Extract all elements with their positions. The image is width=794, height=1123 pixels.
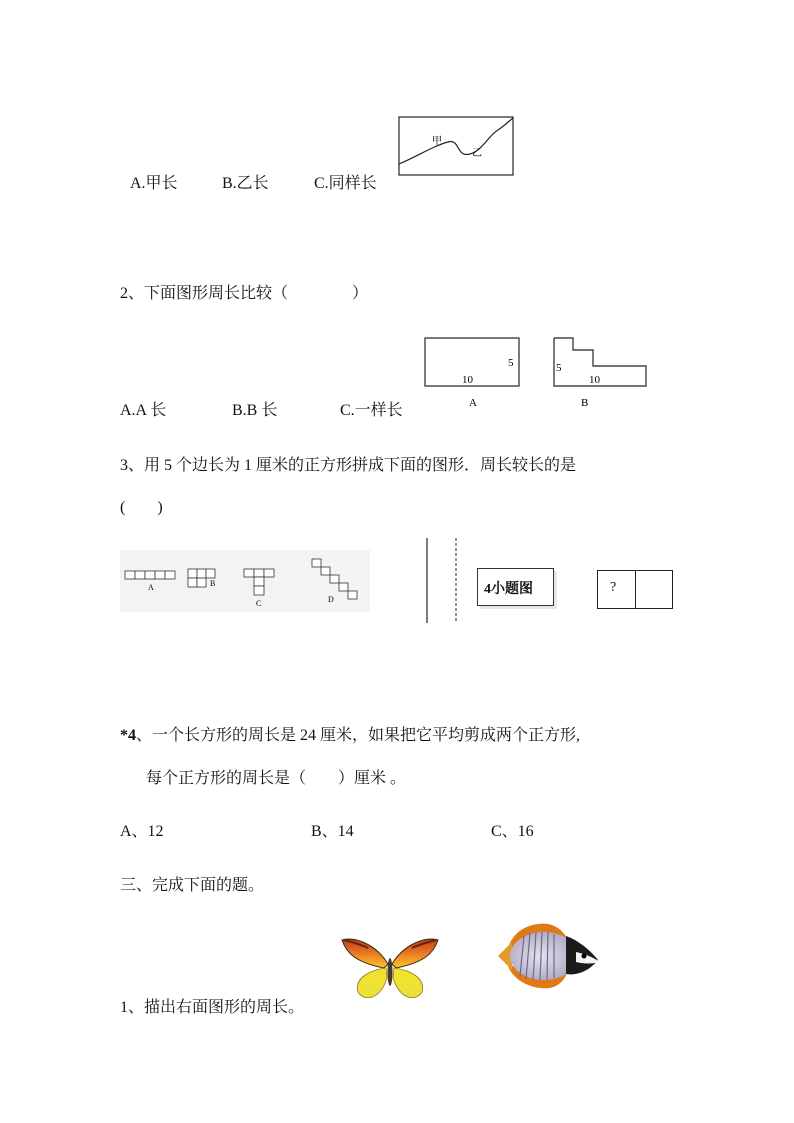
q3-label-d: D: [328, 595, 334, 604]
q3-shape-a: [125, 571, 175, 579]
q2-a-length: 10: [462, 374, 473, 386]
q2-a-width: 5: [508, 357, 514, 369]
q2-a-name: A: [469, 397, 477, 409]
q2-figure-b: [553, 336, 653, 416]
fish-image: [494, 920, 604, 992]
q1-option-b: B.乙长: [222, 175, 269, 192]
q2-b-length: 10: [589, 374, 600, 386]
q4-stem-line1: 、一个长方形的周长是 24 厘米，如果把它平均剪成两个正方形,: [136, 727, 581, 744]
q4-prefix: *4: [120, 727, 136, 744]
q4-stem-line2: 每个正方形的周长是（ ）厘米 。: [146, 770, 407, 787]
q2-option-a: A.A 长: [120, 402, 167, 419]
q3-divider-lines: [420, 538, 460, 623]
q2-option-c: C.一样长: [340, 402, 403, 419]
q3-label-a: A: [148, 583, 154, 592]
q3-grid-question: ?: [610, 580, 617, 595]
section3-heading: 三、完成下面的题。: [120, 877, 265, 894]
section3-item1: 1、描出右面图形的周长。: [120, 999, 305, 1016]
q1-option-c: C.同样长: [314, 175, 377, 192]
q4-option-c: C、16: [491, 823, 534, 840]
q1-label-jia: 甲: [432, 136, 442, 147]
q4-option-b: B、14: [311, 823, 354, 840]
q3-label-c: C: [256, 599, 262, 608]
q2-b-name: B: [581, 397, 589, 409]
q4-option-a: A、12: [120, 823, 164, 840]
q3-shapes: [120, 550, 370, 620]
butterfly-image: [340, 934, 440, 1004]
q3-figure-box-label: 4小题图: [484, 582, 533, 597]
q3-stem: 3、用 5 个边长为 1 厘米的正方形拼成下面的图形．周长较长的是: [120, 457, 577, 474]
q1-label-yi: 乙: [472, 148, 482, 159]
q1-figure: [398, 116, 518, 178]
q4-line1: [120, 722, 580, 745]
q1-option-a: A.甲长: [130, 175, 178, 192]
q2-option-b: B.B 长: [232, 402, 278, 419]
q2-b-width: 5: [556, 362, 562, 374]
q3-label-b: B: [210, 579, 216, 588]
q2-figure-a: [424, 336, 524, 416]
q3-grid: [597, 570, 673, 609]
q3-paren: ( ): [120, 499, 163, 516]
q2-stem: 2、下面图形周长比较（ ）: [120, 285, 369, 302]
